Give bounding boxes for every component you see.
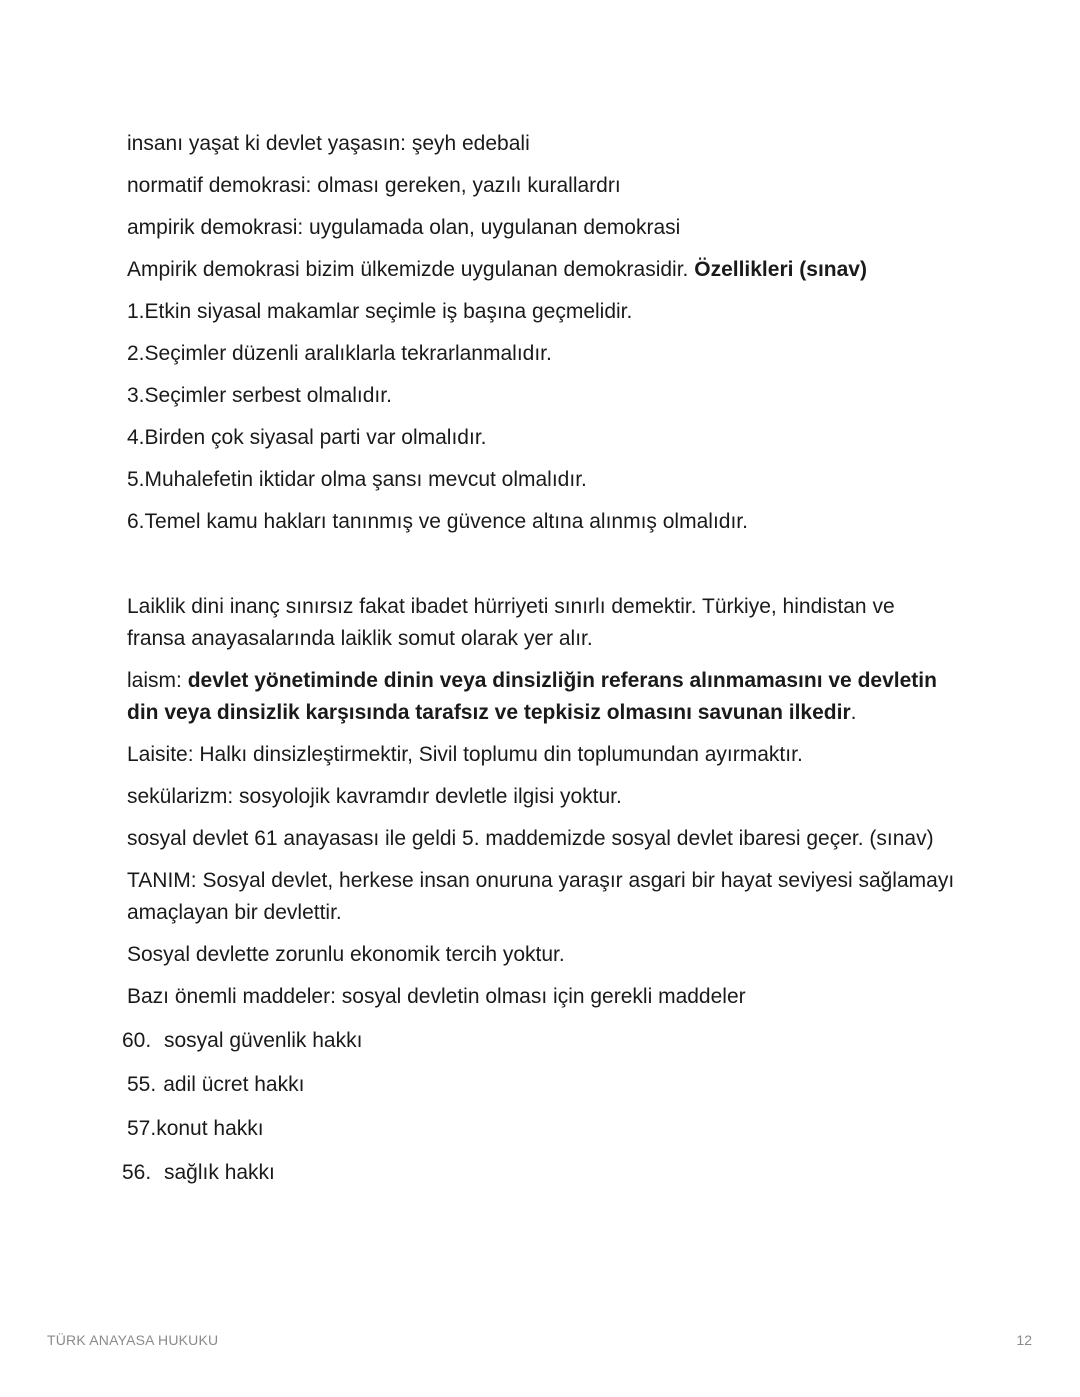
article-item-60: [122, 1025, 957, 1058]
laism-paragraph: [127, 665, 957, 729]
ampirik-intro: [127, 254, 957, 286]
article-number: 55.: [127, 1073, 157, 1096]
article-number: 60.: [122, 1029, 152, 1052]
feature-item-5: 5.Muhalefetin iktidar olma şansı mevcut olmalıdır.: [127, 468, 587, 491]
sekularizm-paragraph: sekülarizm: sosyolojik kavramdır devletle ilgisi yoktur.: [127, 785, 622, 808]
document-body: [122, 128, 957, 1201]
article-item-57: [127, 1113, 957, 1146]
ampirik-definition: ampirik demokrasi: uygulamada olan, uygulanan demokrasi: [127, 216, 681, 239]
feature-item-4: 4.Birden çok siyasal parti var olmalıdır.: [127, 426, 487, 449]
zorunlu-paragraph: Sosyal devlette zorunlu ekonomik tercih yoktur.: [127, 943, 565, 966]
feature-item-3: 3.Seçimler serbest olmalıdır.: [127, 384, 392, 407]
section-spacer: [127, 548, 957, 591]
article-text: adil ücret hakkı: [163, 1073, 305, 1096]
tanim-paragraph: TANIM: Sosyal devlet, herkese insan onuruna yaraşır asgari bir hayat seviyesi sağlamayı amaçlayan bir devlettir.: [127, 869, 955, 924]
sosyal-devlet-paragraph: sosyal devlet 61 anayasası ile geldi 5. maddemizde sosyal devlet ibaresi geçer. (sınav): [127, 827, 934, 850]
article-item-55: [127, 1069, 957, 1102]
normatif-definition: normatif demokrasi: olması gereken, yazılı kurallardrı: [127, 174, 621, 197]
ampirik-intro-text: Ampirik demokrasi bizim ülkemizde uygulanan demokrasidir.: [127, 258, 695, 281]
laisite-paragraph: Laisite: Halkı dinsizleştirmektir, Sivil toplumu din toplumundan ayırmaktır.: [127, 743, 803, 766]
laism-definition: devlet yönetiminde dinin veya dinsizliğin referans alınmamasını ve devletin din veya dinsizlik karşısında tarafsız ve tepkisiz olmasını savunan ilkedir: [127, 669, 937, 724]
feature-item-6: 6.Temel kamu hakları tanınmış ve güvence altına alınmış olmalıdır.: [127, 510, 748, 533]
article-item-56: [122, 1157, 957, 1190]
feature-item-1: 1.Etkin siyasal makamlar seçimle iş başına geçmelidir.: [127, 300, 633, 323]
feature-item-2: 2.Seçimler düzenli aralıklarla tekrarlanmalıdır.: [127, 342, 552, 365]
laism-label: laism:: [127, 669, 188, 692]
ozellikler-heading: Özellikleri (sınav): [694, 258, 867, 281]
footer-title: TÜRK ANAYASA HUKUKU: [47, 1332, 219, 1348]
article-number: 56.: [122, 1161, 152, 1184]
article-text: konut hakkı: [156, 1117, 264, 1140]
quote-line: insanı yaşat ki devlet yaşasın: şeyh edebali: [127, 132, 530, 155]
page-number: 12: [1016, 1332, 1032, 1348]
bazi-maddeler-paragraph: Bazı önemli maddeler: sosyal devletin olması için gerekli maddeler: [127, 985, 746, 1008]
laism-period: .: [850, 701, 857, 724]
article-number: 57.: [127, 1117, 157, 1140]
article-text: sağlık hakkı: [164, 1161, 275, 1184]
article-text: sosyal güvenlik hakkı: [164, 1029, 363, 1052]
laiklik-paragraph: Laiklik dini inanç sınırsız fakat ibadet hürriyeti sınırlı demektir. Türkiye, hindistan ve fransa anayasalarında laiklik somut olarak yer alır.: [127, 595, 895, 650]
